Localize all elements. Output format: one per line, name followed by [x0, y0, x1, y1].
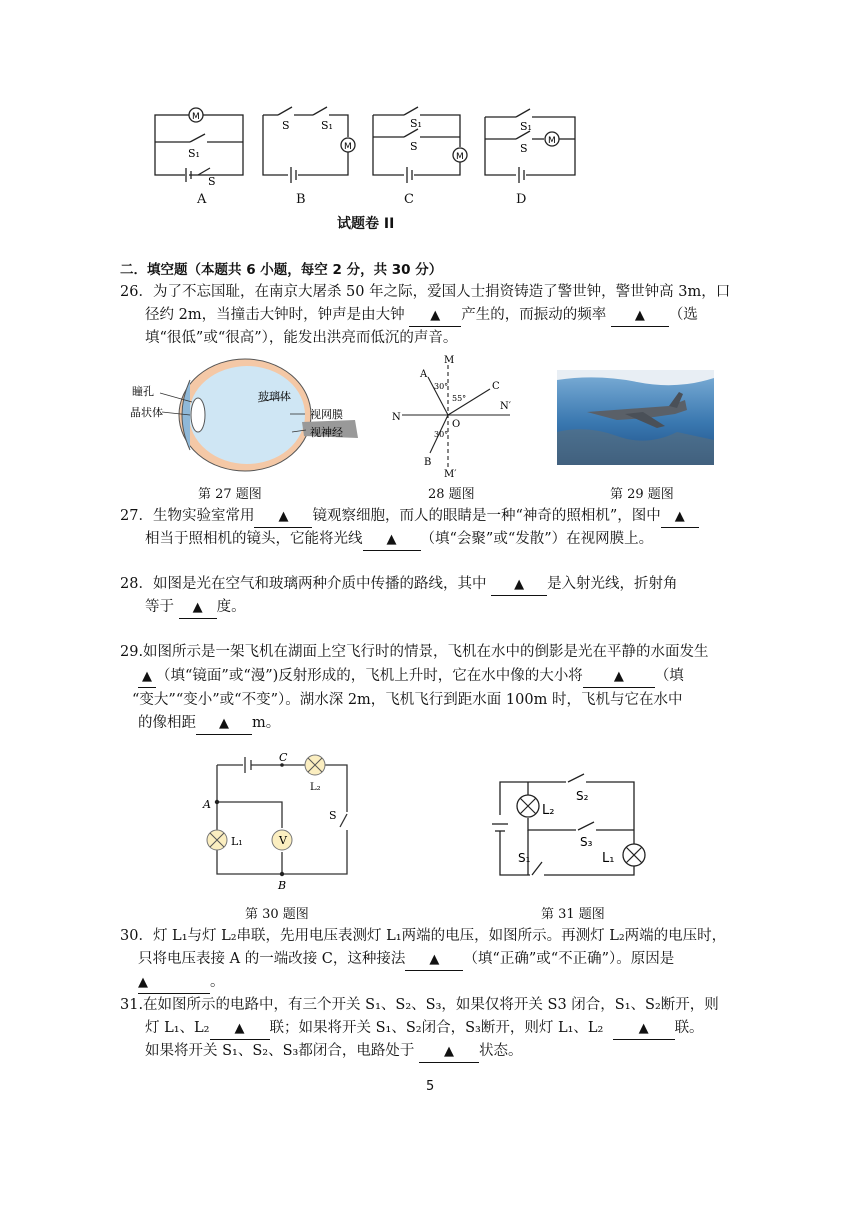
label-pupil: 瞳孔 — [132, 385, 154, 398]
label-l1: L₁ — [602, 851, 615, 866]
label-c: C — [279, 751, 288, 764]
part2-heading: 二．填空题（本题共 6 小题，每空 2 分，共 30 分） — [120, 262, 443, 278]
q29-line2: ▲ （填“镜面”或“漫”)反射形成的，飞机上升时，它在水中像的大小将 ▲ （填 — [138, 666, 684, 688]
fig28-refraction-diagram — [390, 355, 520, 480]
circuit-d — [480, 105, 580, 185]
circuit-label-c: C — [404, 192, 414, 207]
q31-line1: 31.在如图所示的电路中，有三个开关 S₁、S₂、S₃，如果仅将开关 S3 闭合，S₁、S₂断开，则 — [120, 997, 719, 1013]
switch-label: S₁ — [520, 120, 532, 133]
q30-line3: ▲ 。 — [138, 972, 225, 994]
label-s3: S₃ — [580, 835, 593, 849]
angle-label: 30° — [434, 430, 449, 439]
fig30-circuit — [195, 752, 365, 892]
page-number: 5 — [426, 1079, 435, 1094]
answer-blank[interactable]: ▲ — [661, 506, 699, 528]
switch-label: S — [208, 175, 216, 188]
q30-line2: 只将电压表接 A 的一端改接 C，这种接法 ▲ （填“正确”或“不正确”）。原因是 — [138, 949, 674, 971]
section-title: 试题卷 II — [337, 216, 395, 232]
answer-blank[interactable]: ▲ — [196, 713, 252, 735]
label-lens: 晶状体 — [130, 406, 163, 419]
label-l1: L₁ — [231, 835, 243, 848]
answer-blank[interactable]: ▲ — [419, 1041, 479, 1063]
fig31-caption: 第 31 题图 — [541, 907, 605, 922]
fig29-caption: 第 29 题图 — [610, 487, 674, 502]
circuit-label-b: B — [296, 192, 306, 207]
label-m: M — [444, 355, 455, 366]
answer-blank[interactable]: ▲ — [210, 1018, 270, 1040]
motor-label: M — [192, 112, 200, 122]
answer-blank[interactable]: ▲ — [409, 305, 461, 327]
answer-blank[interactable]: ▲ — [613, 1018, 675, 1040]
label-s1: S₁ — [518, 851, 531, 865]
q28-line1: 28．如图是光在空气和玻璃两种介质中传播的路线，其中 ▲ 是入射光线，折射角 — [120, 574, 678, 596]
motor-label: M — [344, 142, 352, 152]
switch-label: S₁ — [188, 147, 200, 160]
label-m-prime: M′ — [444, 469, 457, 480]
fig27-eye-diagram — [130, 360, 360, 475]
q27-line2: 相当于照相机的镜头，它能将光线 ▲ （填“会聚”或“发散”）在视网膜上。 — [145, 529, 653, 551]
q26-line2: 径约 2m，当撞击大钟时，钟声是由大钟 ▲ 产生的，而振动的频率 ▲ （选 — [145, 305, 698, 327]
label-l2: L₂ — [310, 782, 321, 793]
q26-line3: 填“很低”或“很高”），能发出洪亮而低沉的声音。 — [145, 330, 458, 346]
label-b: B — [278, 879, 287, 892]
angle-label: 30° — [434, 382, 449, 391]
answer-blank[interactable]: ▲ — [138, 666, 156, 688]
motor-label: M — [548, 136, 556, 146]
answer-blank[interactable]: ▲ — [179, 597, 217, 619]
answer-blank[interactable]: ▲ — [405, 949, 463, 971]
circuit-a — [150, 105, 250, 188]
switch-label: S — [520, 142, 528, 155]
q26-line1: 26．为了不忘国耻，在南京大屠杀 50 年之际，爱国人士捐资铸造了警世钟，警世钟高 3m，口 — [120, 284, 731, 300]
switch-label: S — [410, 140, 418, 153]
answer-blank[interactable]: ▲ — [363, 529, 421, 551]
answer-blank[interactable]: ▲ — [254, 506, 312, 528]
circuit-label-a: A — [197, 192, 207, 207]
circuit-b — [258, 105, 358, 185]
label-retina: 视网膜 — [310, 408, 343, 421]
answer-blank[interactable]: ▲ — [491, 574, 547, 596]
q29-line1: 29.如图所示是一架飞机在湖面上空飞行时的情景，飞机在水中的倒影是光在平静的水面发生 — [120, 644, 709, 660]
q31-line2: 灯 L₁、L₂ ▲ 联；如果将开关 S₁、S₂闭合，S₃断开，则灯 L₁、L₂ ▲ 联。 — [145, 1018, 704, 1040]
fig28-caption: 28 题图 — [428, 487, 475, 502]
q30-line1: 30．灯 L₁与灯 L₂串联，先用电压表测灯 L₁两端的电压，如图所示。再测灯 L₂两端的电压时， — [120, 928, 727, 944]
q31-line3: 如果将开关 S₁、S₂、S₃都闭合，电路处于 ▲ 状态。 — [145, 1041, 522, 1063]
label-vitreous: 玻璃体 — [258, 390, 291, 403]
motor-label: M — [456, 152, 464, 162]
fig29-airplane-photo — [557, 370, 714, 465]
switch-label: S₁ — [321, 119, 333, 132]
fig31-circuit — [488, 770, 648, 885]
label-a: A — [203, 798, 211, 811]
q29-line4: 的像相距 ▲ m。 — [138, 713, 280, 735]
fig30-caption: 第 30 题图 — [245, 907, 309, 922]
label-b: B — [424, 457, 432, 468]
label-c: C — [492, 381, 500, 392]
label-o: O — [452, 419, 461, 430]
answer-blank[interactable]: ▲ — [583, 666, 655, 688]
switch-label: S₁ — [410, 117, 422, 130]
voltmeter-label: V — [279, 834, 287, 847]
label-optic-nerve: 视神经 — [310, 426, 343, 439]
q28-line2: 等于 ▲ 度。 — [145, 597, 246, 619]
label-a: A — [420, 369, 428, 380]
label-l2: L₂ — [542, 803, 555, 818]
circuit-label-d: D — [516, 192, 527, 207]
label-n: N — [392, 412, 401, 423]
label-s2: S₂ — [576, 789, 589, 803]
fig27-caption: 第 27 题图 — [198, 487, 262, 502]
angle-label: 55° — [452, 394, 467, 403]
answer-blank[interactable]: ▲ — [611, 305, 669, 327]
label-s: S — [329, 809, 337, 822]
circuit-c — [368, 105, 468, 185]
q27-line1: 27．生物实验室常用 ▲ 镜观察细胞，而人的眼睛是一种“神奇的照相机”，图中 ▲ — [120, 506, 699, 528]
label-n-prime: N′ — [500, 401, 512, 412]
q29-line3: “变大”“变小”或“不变”）。湖水深 2m，飞机飞行到距水面 100m 时，飞机与它在水中 — [132, 692, 683, 708]
switch-label: S — [282, 119, 290, 132]
answer-blank[interactable]: ▲ — [138, 972, 210, 994]
